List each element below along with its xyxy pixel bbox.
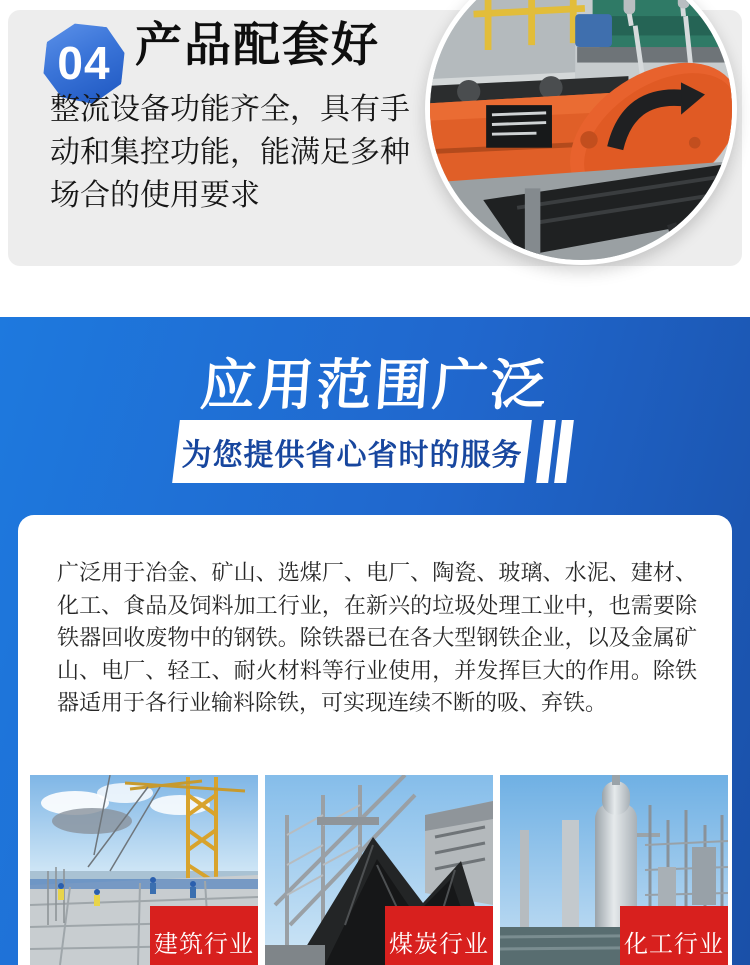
magnetic-separator-illustration	[430, 0, 732, 260]
badge-number: 04	[57, 37, 111, 89]
application-card	[18, 515, 732, 965]
subtitle-text: 为您提供省心省时的服务	[181, 438, 523, 472]
banner-slash-icon	[554, 420, 574, 483]
feature-description: 整流设备功能齐全，具有手动和集控功能，能满足多种场合的使用要求	[50, 93, 410, 212]
subtitle-banner	[172, 420, 532, 483]
feature-title: 产品配套好	[135, 18, 380, 71]
application-section	[0, 317, 750, 965]
industry-card-construction	[30, 775, 258, 965]
industry-label: 化工行业	[620, 906, 728, 965]
application-paragraph: 广泛用于冶金、矿山、选煤厂、电厂、陶瓷、玻璃、水泥、建材、化工、食品及饲料加工行业，在新兴的垃圾处理工业中，也需要除铁器回收废物中的钢铁。除铁器已在各大型钢铁企业，以及金属矿山、电厂、轻工、耐火材料等行业使用，并发挥巨大的作用。除铁器适用于各行业输料除铁，可实现连续不断的吸、弃铁。	[57, 560, 697, 715]
industry-card-chemical	[500, 775, 728, 965]
industry-label: 煤炭行业	[385, 906, 493, 965]
industry-gallery	[30, 775, 728, 965]
industry-card-coal	[265, 775, 493, 965]
application-title: 应用范围广泛	[198, 354, 551, 416]
banner-slash-icon	[536, 420, 556, 483]
industry-label: 建筑行业	[150, 906, 258, 965]
